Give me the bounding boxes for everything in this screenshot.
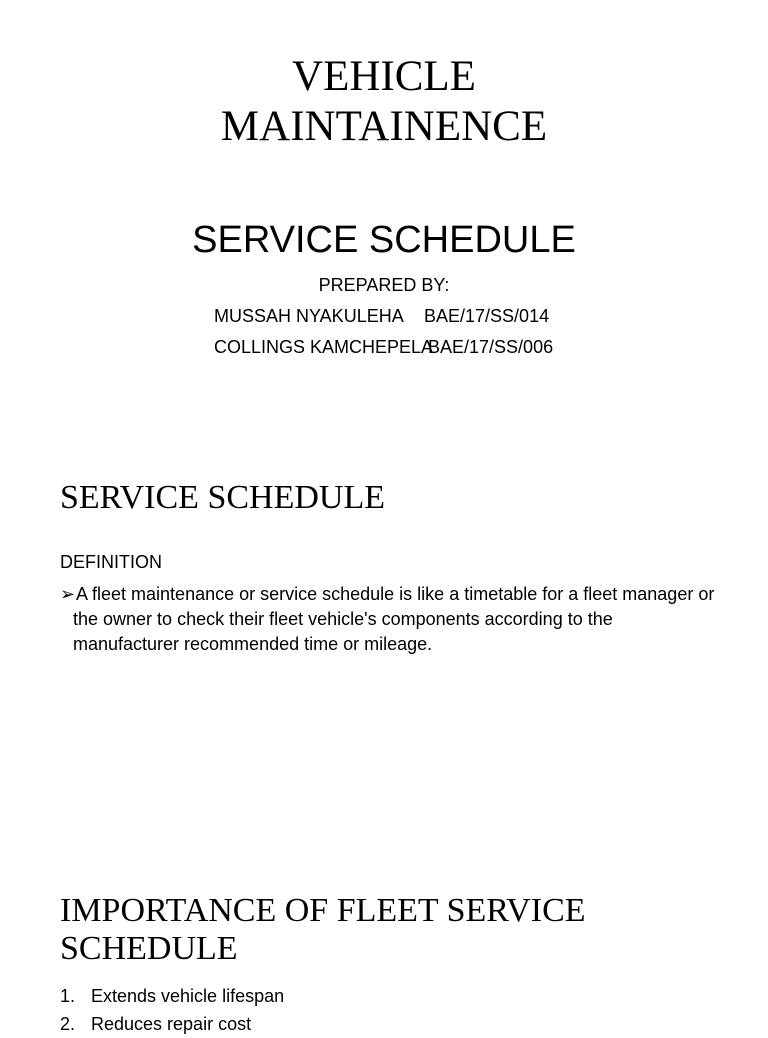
slide-title: IMPORTANCE OF FLEET SERVICE SCHEDULE: [60, 892, 586, 967]
main-title-line-1: VEHICLE: [292, 53, 476, 100]
main-title-line-2: MAINTAINENCE: [220, 103, 548, 150]
definition-slide: [0, 440, 768, 780]
list-item-text: Reduces repair cost: [91, 1014, 252, 1034]
list-item-text: Extends vehicle lifespan: [91, 986, 285, 1006]
main-title: [0, 52, 768, 152]
importance-slide: [0, 860, 768, 1034]
definition-bullet: [60, 582, 720, 657]
list-number: 1.: [60, 986, 76, 1006]
list-number: 2.: [60, 1014, 76, 1034]
author-name: MUSSAH NYAKULEHA: [214, 306, 404, 326]
list-item: [60, 982, 284, 1010]
importance-list: [60, 982, 284, 1038]
author-id: BAE/17/SS/014: [424, 306, 550, 326]
list-item: [60, 1010, 284, 1038]
author-id: BAE/17/SS/006: [428, 337, 554, 357]
author-name: COLLINGS KAMCHEPELA: [214, 337, 434, 357]
arrow-bullet-icon: ➢: [60, 584, 76, 604]
author-row: [214, 336, 553, 358]
subtitle: SERVICE SCHEDULE: [192, 219, 576, 261]
author-row: [214, 305, 549, 327]
definition-text: A fleet maintenance or service schedule is like a timetable for a fleet manager or the owner to check their fleet vehicle's components according to the manufacturer recommended time or mileage.: [73, 584, 715, 654]
prepared-by-label: PREPARED BY:: [318, 275, 450, 295]
title-slide: [0, 0, 768, 400]
definition-label: DEFINITION: [60, 552, 162, 572]
slide-title: SERVICE SCHEDULE: [60, 479, 386, 516]
